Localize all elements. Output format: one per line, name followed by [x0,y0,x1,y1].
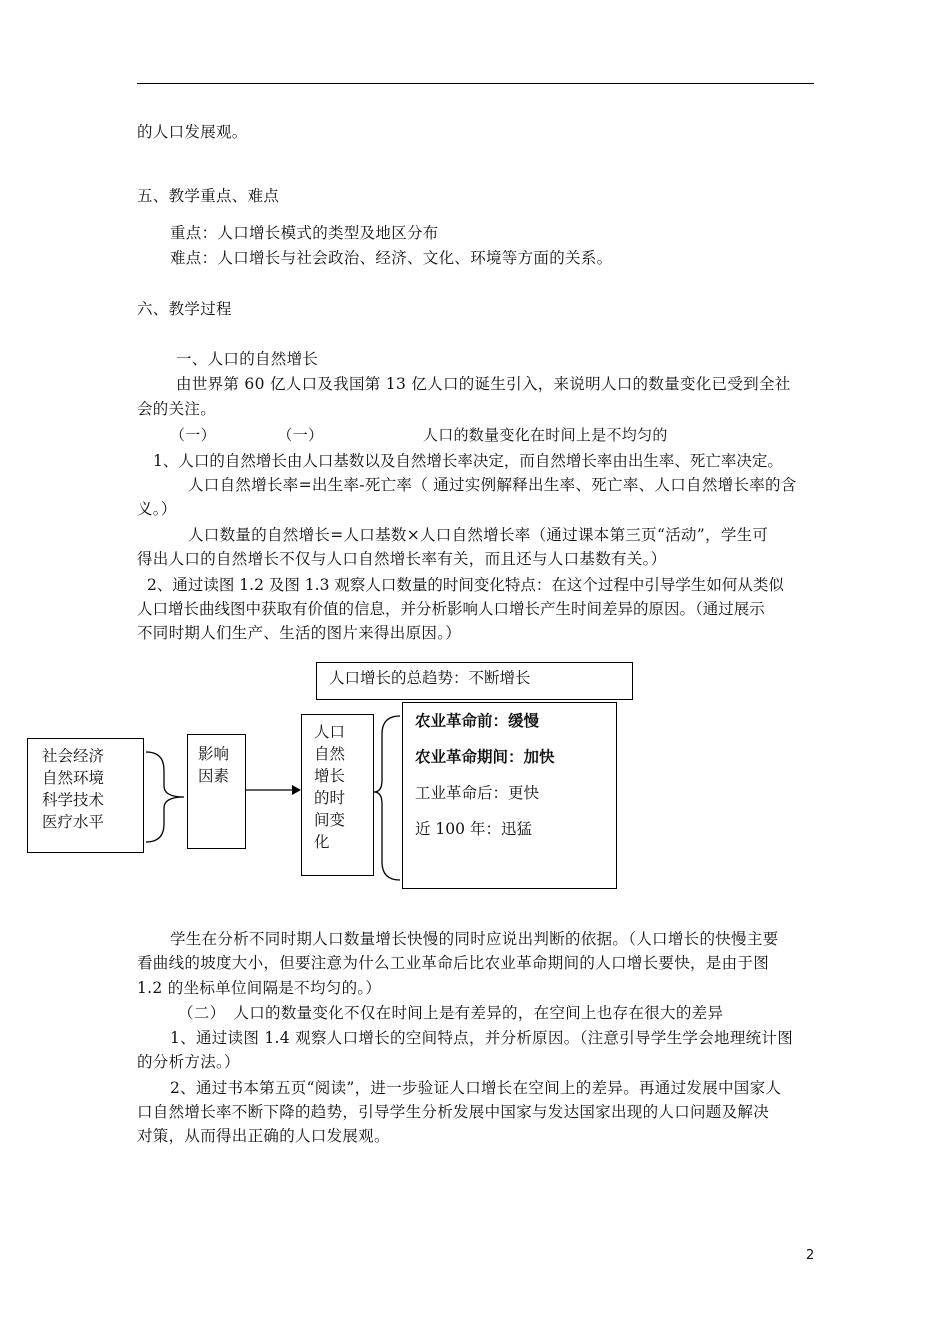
stage-label: 农业革命期间：加快 [415,747,555,766]
page-number: 2 [806,1248,815,1263]
factor-label: 科学技术 [42,791,105,809]
text-line: 的分析方法。） [137,1053,240,1071]
stage-label: 农业革命前：缓慢 [415,711,540,730]
change-label: 增长 [314,767,346,785]
text-line: 难点：人口增长与社会政治、经济、文化、环境等方面的关系。 [170,249,613,267]
text-line: 对策，从而得出正确的人口发展观。 [137,1127,390,1145]
text-line: 由世界第 60 亿人口及我国第 13 亿人口的诞生引入，来说明人口的数量变化已受到全社 [176,375,791,393]
arrow-head [292,785,301,795]
brace-factors [146,752,184,842]
change-label: 的时 [314,789,346,807]
text-line: 人口增长曲线图中获取有价值的信息，并分析影响人口增长产生时间差异的原因。（通过展示 [137,600,765,618]
stage-label: 近 100 年：迅猛 [415,820,532,838]
section-heading: 六、教学过程 [137,300,232,318]
text-line: 的人口发展观。 [137,123,248,141]
text-line: 义。） [137,500,177,518]
text-line: （一） （一） 人口的数量变化在时间上是不均匀的 [170,426,668,444]
subsection-heading: 一、人口的自然增长 [176,350,319,368]
text-line: 看曲线的坡度大小，但要注意为什么工业革命后比农业革命期间的人口增长要快，是由于图 [137,954,770,972]
change-label: 人口 [314,723,346,741]
text-line: 2、通过书本第五页“阅读”，进一步验证人口增长在空间上的差异。再通过发展中国家人 [170,1079,782,1097]
text-line: 1、通过读图 1.4 观察人口增长的空间特点，并分析原因。（注意引导学生学会地理统计图 [170,1029,794,1047]
change-label: 自然 [314,745,346,763]
subsection-heading: （二） 人口的数量变化不仅在时间上是有差异的，在空间上也存在很大的差异 [178,1004,724,1022]
text-line: 2、通过读图 1.2 及图 1.3 观察人口数量的时间变化特点：在这个过程中引导学生如何从类似 [147,576,784,594]
change-label: 化 [314,833,330,851]
text-line: 得出人口的自然增长不仅与人口自然增长率有关，而且还与人口基数有关。） [137,550,667,568]
text-line: 口自然增长率不断下降的趋势，引导学生分析发展中国家与发达国家出现的人口问题及解决 [137,1103,770,1121]
text-line: 重点：人口增长模式的类型及地区分布 [170,224,439,242]
text-line: 学生在分析不同时期人口数量增长快慢的同时应说出判断的依据。（人口增长的快慢主要 [170,930,779,948]
change-label: 间变 [314,811,346,829]
stage-label: 工业革命后：更快 [415,784,540,802]
section-heading: 五、教学重点、难点 [137,187,280,205]
text-line: 不同时期人们生产、生活的图片来得出原因。） [137,624,462,642]
influence-label: 因素 [198,767,230,785]
brace-stages [374,716,400,880]
text-line: 1.2 的坐标单位间隔是不均匀的。） [137,979,382,997]
factor-label: 社会经济 [42,747,105,765]
factor-label: 自然环境 [42,769,105,787]
influence-label: 影响 [198,745,230,763]
text-line: 人口数量的自然增长=人口基数×人口自然增长率（通过课本第三页“活动”，学生可 [188,526,769,544]
text-line: 会的关注。 [137,400,217,418]
text-line: 人口自然增长率=出生率-死亡率（ 通过实例解释出生率、死亡率、人口自然增长率的含 [188,476,797,494]
factor-label: 医疗水平 [42,813,105,831]
text-line: 1、人口的自然增长由人口基数以及自然增长率决定，而自然增长率由出生率、死亡率决定。 [153,452,783,470]
trend-label: 人口增长的总趋势：不断增长 [329,669,531,687]
